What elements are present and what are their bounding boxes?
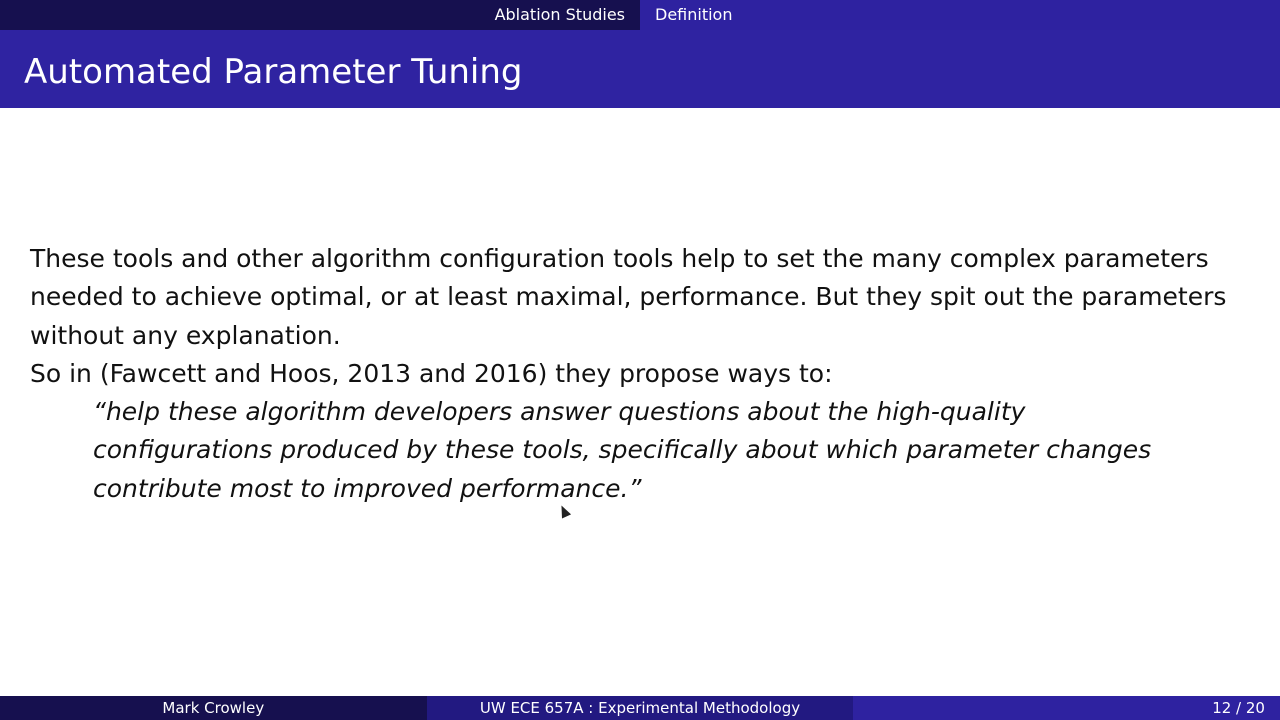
title-bar: [0, 30, 1280, 108]
navigation-bar: [0, 0, 1280, 30]
nav-subsection-definition[interactable]: Definition: [655, 5, 733, 24]
slide-body: [30, 240, 1260, 508]
slide-title: Automated Parameter Tuning: [24, 52, 523, 92]
quote: “help these algorithm developers answer questions about the high-quality configurations produced by these tools, specifically about which parameter changes contribute most to improved performance.”: [93, 397, 1152, 503]
nav-section-ablation-studies[interactable]: Ablation Studies: [494, 5, 625, 24]
footer-page-number: 12 / 20: [853, 696, 1280, 720]
footer-course: UW ECE 657A : Experimental Methodology: [427, 696, 854, 720]
paragraph-proposal: So in (Fawcett and Hoos, 2013 and 2016) they propose ways to:: [30, 358, 833, 388]
paragraph-tools: These tools and other algorithm configuration tools help to set the many complex parameters needed to achieve optimal, or at least maximal, performance. But they spit out the parameters without any explanation.: [30, 244, 1227, 350]
footer-author: Mark Crowley: [0, 696, 427, 720]
footer: [0, 696, 1280, 720]
